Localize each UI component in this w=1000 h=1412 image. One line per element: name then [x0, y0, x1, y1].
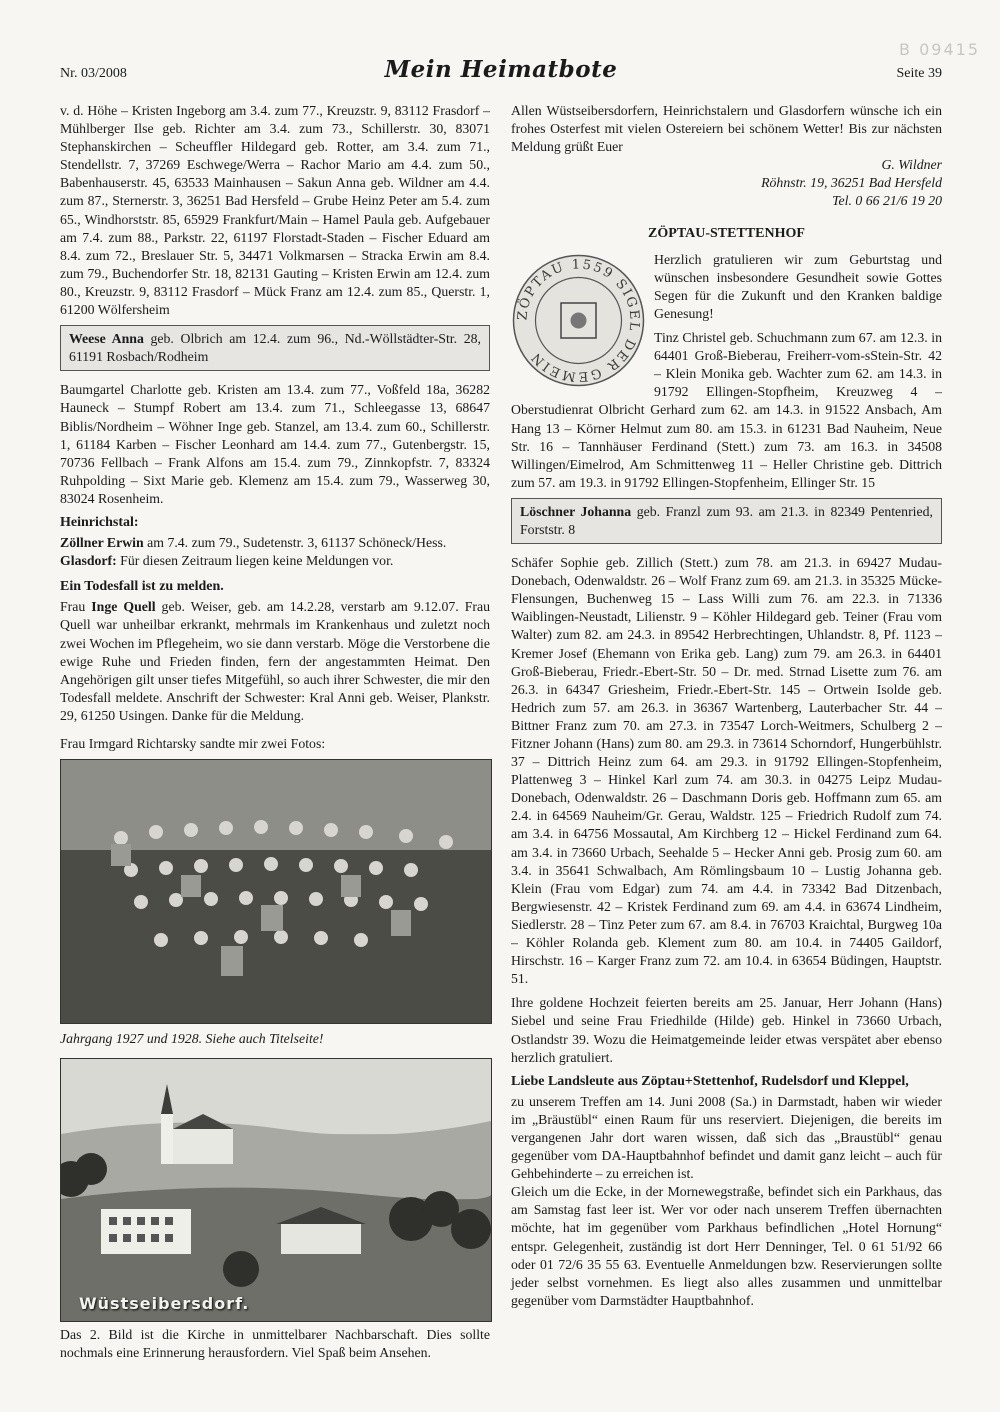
photos-intro: Frau Irmgard Richtarsky sandte mir zwei Fotos: — [60, 736, 326, 751]
page-header — [60, 56, 942, 86]
birthday-list-zoeptau-1: Tinz Christel geb. Schuchmann zum 67. am 12.3. in 64401 Groß-Bieberau, Freiherr-vom-sStein-Str. 42 – Klein Monika geb. Wachter zum 62. am 14.3. in 91792 Ellingen-Stopfheim, Kreuzweg 4 – Oberstudienrat Olbricht Gerhard zum 62. am 14.3. in 91522 Ansbach, Am Hang 13 – Körner Helmut zum 80. am 15.3. in 61231 Bad Nauheim, Neue Str. 16 – Tannhäuser Ferdinand (Stett.) zum 73. am 16.3. in 34508 Willingen/Eimelrod, Am Schmittenweg 11 – Heller Christine geb. Dittrich zum 57. am 19.3. in 91792 Ellingen-Stopfenheim, Ellinger Str. 15 — [511, 330, 942, 490]
signature-address: Röhnstr. 19, 36251 Bad Hersfeld — [761, 175, 942, 191]
issue-number: Nr. 03/2008 — [60, 66, 127, 81]
masthead-title: Mein Heimatbote — [384, 56, 618, 83]
highlight-name-2: Löschner Johanna — [520, 503, 632, 519]
obituary-heading: Ein Todesfall ist zu melden. — [60, 579, 224, 595]
meeting-text-2: Gleich um die Ecke, in der Mornewegstraße, befindet sich ein Parkhaus, das am Samstag fast leer ist. Wer vor oder nach unserem Treffen übernachten möchte, hat im gegenüber vom Parkhaus befindlichen „Hotel Hornung“ entspr. Gelegenheit, zuständig ist dort Herr Denninger, Tel. 0 61 51/92 66 oder 01 72/6 35 55 63. Eventuelle Anmeldungen bzw. Reservierungen sollte jeder selbst vornehmen. Es liegt also alles zusammen und unmittelbar gegenüber vom Darmstädter Hauptbahnhof. — [511, 1184, 942, 1308]
meeting-heading: Liebe Landsleute aus Zöptau+Stettenhof, Rudelsdorf und Kleppel, — [511, 1073, 909, 1089]
class-photo-illustration — [61, 760, 491, 1023]
obituary-name: Inge Quell — [91, 599, 156, 615]
highlight-name: Weese Anna — [69, 331, 144, 347]
highlight-box-weese — [60, 325, 490, 371]
photo-caption-1: Jahrgang 1927 und 1928. Siehe auch Titelseite! — [60, 1031, 324, 1047]
heinrichstal-entry — [60, 534, 490, 570]
village-illustration — [61, 1059, 491, 1321]
page-number: Seite 39 — [896, 66, 942, 81]
class-photo — [60, 759, 492, 1024]
highlight-text: geb. Olbrich am 12.4. zum 96., Nd.-Wöllstädter-Str. 28, 61191 Rosbach/Rodheim — [69, 331, 481, 365]
glasdorf-text: Für diesen Zeitraum liegen keine Meldungen vor. — [116, 553, 394, 569]
heinrichstal-text: am 7.4. zum 79., Sudetenstr. 3, 61137 Schöneck/Hess. — [143, 535, 447, 551]
highlight-text-2: geb. Franzl zum 93. am 21.3. in 82349 Pentenried, Forststr. 8 — [520, 503, 933, 537]
obituary-body: geb. Weiser, geb. am 14.2.28, verstarb am 9.12.07. Frau Quell war unheilbar erkrankt, mehrmals im Krankenhaus und zuletzt noch zwei Wochen im Pflegeheim, wo sie dann verstarb. Möge die Verstorbene die ewige Ruhe und Frieden finden, fern der angestammten Heimat. Den Angehörigen gilt unser tiefes Mitgefühl, so auch ihrer Schwester, die mir den Todesfall meldete. Anschrift der Schwester: Kral Anni geb. Weiser, Plankstr. 29, 61250 Usingen. Danke für die Meldung. — [60, 599, 490, 723]
seal-inscription: ZÖPTAU 1559 SIGEL DER GEMEIN — [515, 257, 642, 384]
signature-phone: Tel. 0 66 21/6 19 20 — [832, 193, 942, 209]
archive-stamp: B 09415 — [899, 40, 980, 59]
glasdorf-label: Glasdorf: — [60, 553, 117, 569]
greeting-text: Allen Wüstseibersdorfern, Heinrichstalern und Glasdorfern wünsche ich ein frohes Osterfest mit vielen Ostereiern bei schönem Wetter! Bis zur nächsten Meldung grüßt Euer — [511, 103, 942, 155]
highlight-box-loeschner — [511, 498, 942, 544]
village-photo-label: Wüstseibersdorf. — [79, 1294, 250, 1314]
birthday-list-1: v. d. Höhe – Kristen Ingeborg am 3.4. zum 77., Kreuzstr. 9, 83112 Frasdorf – Mühlberger Ilse geb. Richter am 3.4. zum 73., Schillerstr. 30, 83071 Stephanskirchen – Scheuffler Hildegard geb. Rotter, am 3.4. zum 71., Stendellstr. 7, 37269 Eschwege/Werra – Rachor Mario am 4.4. zum 50., Babenhauserstr. 45, 63533 Mainhausen – Sakun Anna geb. Wildner am 4.4. zum 87., Sternerstr. 3, 36251 Bad Hersfeld – Grube Heinz Peter am 5.4. zum 65., Windhorststr. 85, 65929 Frankfurt/Main – Hamel Paula geb. Aufgebauer am 7.4. zum 88., Parkstr. 22, 61197 Florstadt-Staden – Fischer Eduard am 8.4. zum 72., Breslauer Str. 5, 34471 Volkmarsen – Stracka Erwin am 8.4. zum 79., Buchendorfer Str. 18, 82131 Gauting – Kristen Erwin am 12.4. zum 80., Kreuzstr. 9, 83112 Frasdorf – Mück Franz am 12.4. zum 85., Querstr. 1, 61200 Wölfersheim — [60, 103, 490, 318]
heinrichstal-heading: Heinrichstal: — [60, 514, 139, 530]
village-photo — [60, 1058, 492, 1322]
section-heading-zoeptau: ZÖPTAU-STETTENHOF — [648, 225, 805, 241]
birthday-list-2: Baumgartel Charlotte geb. Kristen am 13.4. zum 77., Voßfeld 18a, 36282 Hauneck – Stumpf Robert am 13.4. zum 71., Schleegasse 13, 68647 Biblis/Nordheim – Wöhner Inge geb. Stanzel, am 13.4. zum 60., Schillerstr. 1, 61184 Karben – Fischer Leonhard am 14.4. zum 77., Gutenbergstr. 15, 70736 Fellbach – Frank Alfons am 15.4. zum 79., Zinnkopfstr. 7, 83324 Ruhpolding – Sixt Marie geb. Klemenz am 15.4. zum 79., Wasserweg 30, 83024 Rosenheim. — [60, 382, 490, 506]
obituary-text — [60, 598, 490, 725]
golden-wedding-text: Ihre goldene Hochzeit feierten bereits am 25. Januar, Herr Johann (Hans) Siebel und seine Frau Friedhilde (Hilde) geb. Hinkel in 73660 Urbach, Ostlandstr 39. Wozu die Heimatgemeinde leider etwas verspätet aber ebenso herzlich gratuliert. — [511, 995, 942, 1065]
obituary-pre: Frau — [60, 599, 92, 615]
greeting-signature: G. Wildner — [881, 157, 942, 173]
section-intro: Herzlich gratulieren wir zum Geburtstag und wünschen insbesondere Gesundheit sowie Gottes Segen für die Zukunft und den Kranken baldige Genesung! — [654, 251, 942, 321]
birthday-list-zoeptau-2: Schäfer Sophie geb. Zillich (Stett.) zum 78. am 21.3. in 69427 Mudau-Donebach, Odenwaldstr. 26 – Wolf Franz zum 69. am 21.3. in 35325 Mücke-Flensungen, Buchenweg 15 – Lass Willi zum 76. am 22.3. in 71336 Waiblingen-Neustadt, Lilienstr. 9 – Köhler Hildegard geb. Teiner (Frau vom Walter) zum 82. am 24.3. in 89542 Herbrechtingen, Uhlandstr. 8, Pf. 1123 – Kremer Josef (Ehemann von Erika geb. Lang) zum 79. am 26.3. in 64401 Groß-Bieberau, Friedr.-Ebert-Str. 50 – Dr. med. Strnad Lisette zum 76. am 26.3. in 64347 Griesheim, Friedr.-Ebert-Str. 145 – Ortwein Isolde geb. Hedrich zum 57. am 26.3. in 36367 Wartenberg, Lauterbacher Str. 44 – Bittner Franz zum 70. am 27.3. in 73547 Lorch-Weitmers, Schulberg 2 – Fitzner Johann (Hans) zum 80. am 29.3. in 73614 Schorndorf, Hungerbühlstr. 37 – Dittrich Heinz zum 64. am 29.3. in 91792 Ellingen-Stopfenheim, Plattenweg 3 – Hinkel Karl zum 74. am 30.3. in 04275 Leipz Mudau-Donebach, Odenwaldstr. 26 – Daschmann Doris geb. Hoffmann zum 65. am 2.4. in 64569 Nauheim/Gr. Gerau, Waldstr. 125 – Friedrich Rudolf zum 74. am 3.4. in 64756 Mossautal, Am Kirchberg 12 – Hickel Ferdinand zum 64. am 3.4. in 73660 Urbach, Seehalde 5 – Hecker Anni geb. Prosig zum 60. am 3.4. in 35641 Schwalbach, Am Römlingsbaum 10 – Lustig Johanna geb. Klein (Frau vom Edgar) zum 74. am 4.4. in 73342 Bad Ditzenbach, Bergwiesenstr. 42 – Kristek Ferdinand zum 69. am 4.4. in 63674 Lindheim, Siedlerstr. 28 – Tinz Peter zum 67. am 8.4. in 76703 Kraichtal, Burgweg 10a – Köhler Rolanda geb. Klement zum 80. am 10.4. in 74405 Gaildorf, Hirschstr. 16 – Karger Franz zum 72. am 10.4. in 63654 Büdingen, Hauptstr. 51. — [511, 555, 942, 987]
town-seal-icon — [511, 253, 646, 388]
left-column — [60, 102, 490, 1368]
right-column — [511, 102, 942, 1316]
meeting-text-1: zu unserem Treffen am 14. Juni 2008 (Sa.) in Darmstadt, haben wir wieder im „Bräustübl“ einen Raum für uns reserviert. Diejenigen, die bereits im vergangenen Jahr dort waren wissen, daß sich das „Braustübl“ genau gegenüber vom DA-Hauptbahnhof befindet und damit ganz leicht – auch für Gehbehinderte – zu erreichen ist. — [511, 1093, 942, 1182]
photo-caption-2: Das 2. Bild ist die Kirche in unmittelbarer Nachbarschaft. Dies sollte nochmals eine Erinnerung herausfordern. Viel Spaß beim Ansehen. — [60, 1327, 490, 1361]
heinrichstal-name: Zöllner Erwin — [60, 535, 144, 551]
